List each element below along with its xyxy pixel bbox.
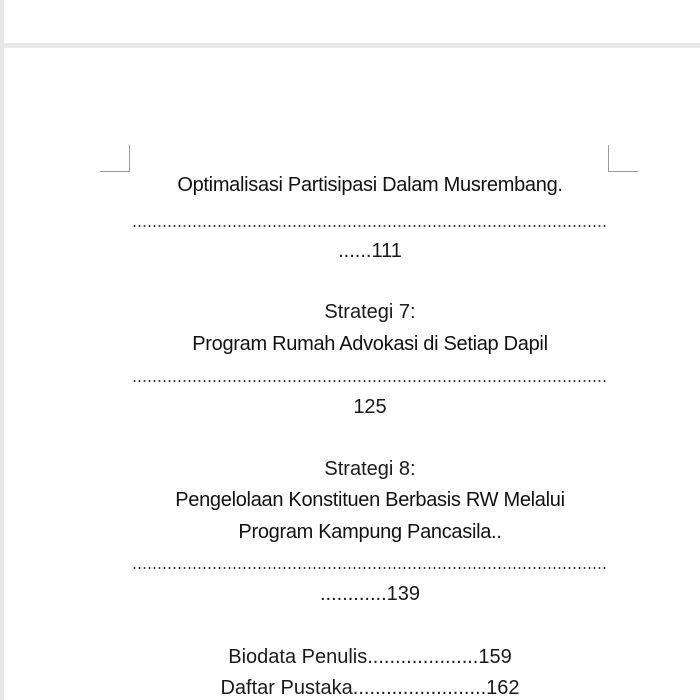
toc-entry-title-continued[interactable]: Program Kampung Pancasila..	[238, 521, 502, 543]
toc-entry-label: Strategi 8:	[324, 458, 416, 480]
margin-corner-mark-right	[608, 145, 638, 172]
dot-leader	[132, 380, 608, 382]
dot-leader	[132, 225, 608, 227]
toc-page-number[interactable]: ............139	[319, 583, 421, 605]
toc-backmatter-biodata[interactable]: Biodata Penulis....................159	[228, 646, 512, 668]
toc-entry-label: Strategi 7:	[324, 301, 416, 323]
previous-page-bottom	[4, 0, 700, 43]
toc-page-number[interactable]: 125	[353, 396, 387, 418]
toc-backmatter-daftar-pustaka[interactable]: Daftar Pustaka........................162	[220, 677, 520, 699]
dot-leader	[132, 567, 608, 569]
toc-page-number[interactable]: ......111	[338, 240, 402, 262]
document-page	[4, 48, 700, 700]
toc-entry-title[interactable]: Program Rumah Advokasi di Setiap Dapil	[192, 333, 548, 355]
toc-entry-title[interactable]: Optimalisasi Partisipasi Dalam Musrembang.	[177, 174, 563, 196]
margin-corner-mark-left	[100, 145, 130, 172]
toc-entry-title[interactable]: Pengelolaan Konstituen Berbasis RW Melalui	[175, 489, 565, 511]
